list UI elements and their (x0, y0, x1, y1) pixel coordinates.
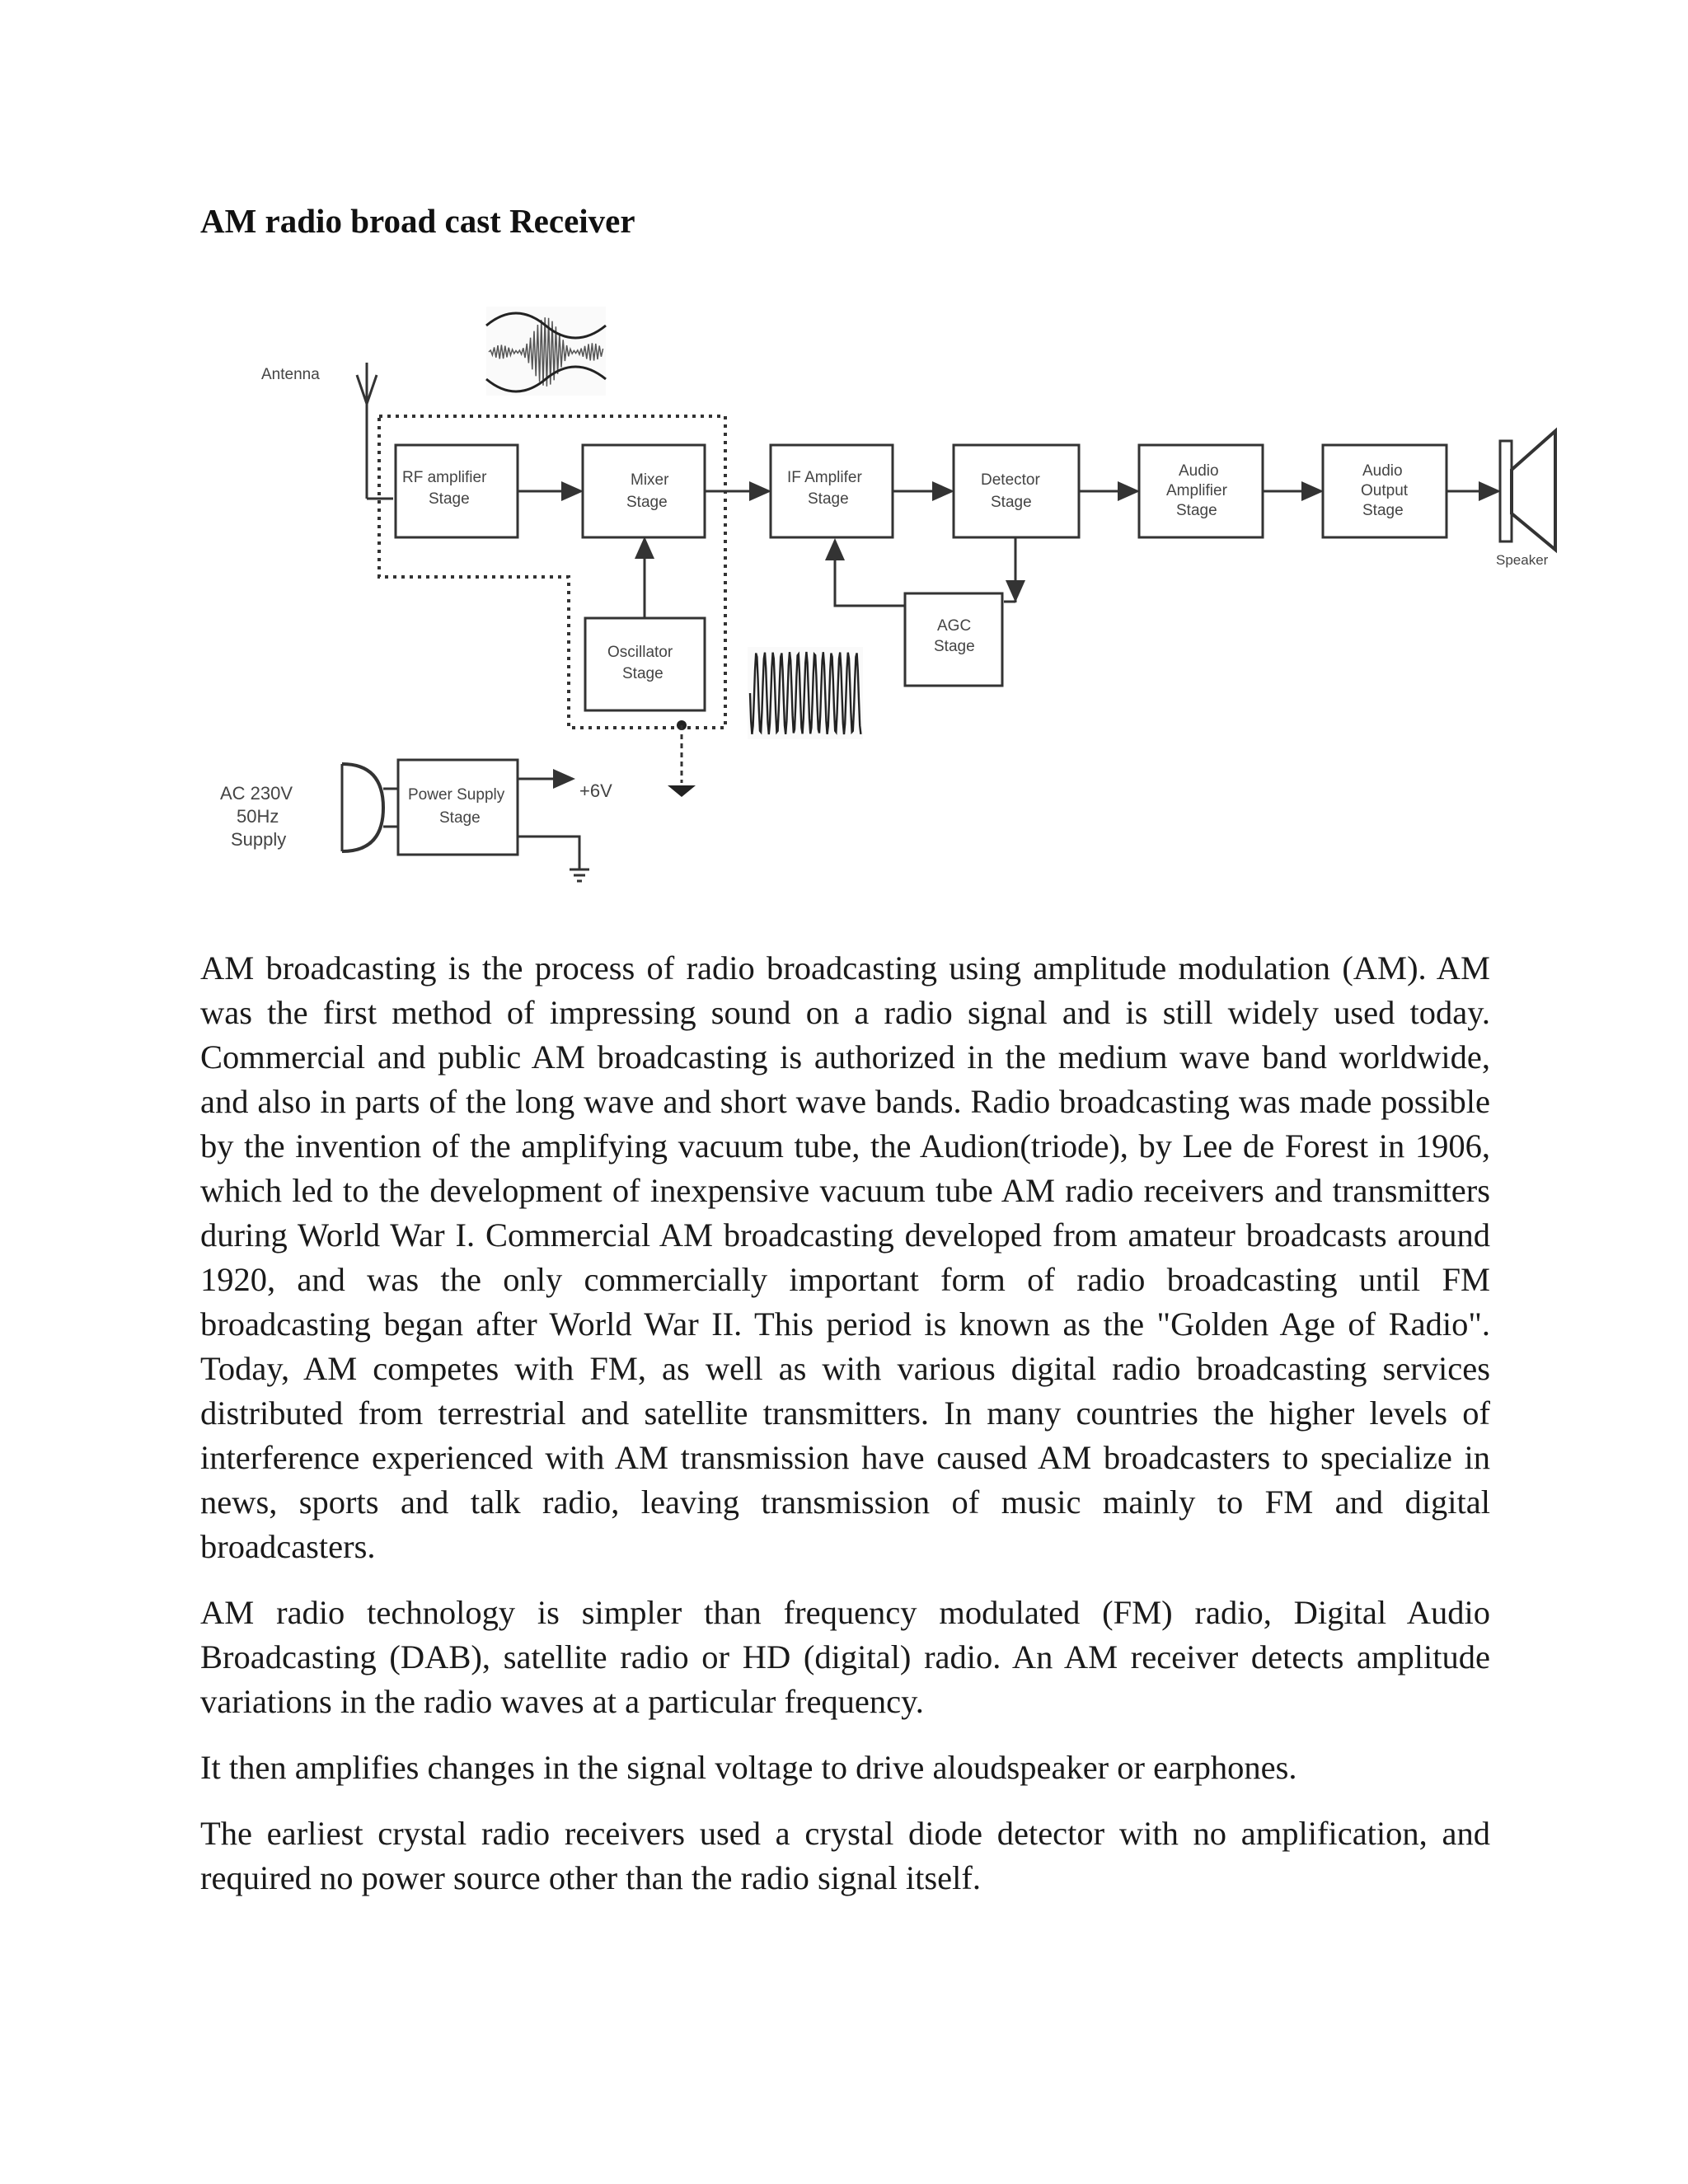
ground-icon (570, 869, 589, 881)
audio-output-block (1323, 445, 1447, 537)
mixer-label-1: Mixer (631, 471, 669, 489)
audio-amplifier-label-1: Audio (1179, 462, 1219, 480)
audio-output-label-2: Output (1361, 482, 1409, 499)
agc-label-1: AGC (937, 617, 972, 635)
speaker-icon (1500, 431, 1555, 550)
oscillator-block (585, 618, 705, 710)
power-supply-block (398, 760, 518, 855)
document-title: AM radio broad cast Receiver (200, 202, 635, 240)
detector-block (954, 445, 1079, 537)
audio-amplifier-label-2: Amplifier (1166, 482, 1227, 499)
receiver-block-diagram (210, 293, 1562, 898)
ac-plug-icon (342, 764, 398, 851)
if-amplifier-label-2: Stage (808, 490, 849, 508)
rf-amplifier-label-2: Stage (429, 490, 470, 508)
audio-amplifier-block (1139, 445, 1263, 537)
oscillator-waveform-icon (748, 647, 863, 739)
ac-supply-label-2: 50Hz (237, 806, 279, 827)
paragraph-2: AM radio technology is simpler than frequency modulated (FM) radio, Digital Audio Broadcasting (DAB), satellite radio or HD (digital) radio. An AM receiver detects amplitude variations in the radio waves at a particular frequency. (200, 1594, 1490, 1720)
if-amplifier-label-1: IF Amplifer (787, 469, 862, 486)
antenna-label: Antenna (261, 366, 320, 383)
paragraph-4: The earliest crystal radio receivers used a crystal diode detector with no amplification, and required no power source other than the radio signal itself. (200, 1815, 1490, 1896)
oscillator-label-2: Stage (622, 665, 663, 682)
mixer-label-2: Stage (626, 494, 668, 511)
rf-amplifier-block (396, 445, 518, 537)
detector-label-2: Stage (991, 494, 1032, 511)
power-supply-label-1: Power Supply (408, 786, 505, 804)
audio-amplifier-label-3: Stage (1176, 502, 1217, 519)
detector-label-1: Detector (981, 471, 1040, 489)
if-amplifier-block (771, 445, 893, 537)
ac-supply-label-3: Supply (231, 829, 287, 850)
antenna-icon (357, 363, 393, 499)
am-waveform-icon (486, 307, 606, 396)
rf-amplifier-label-1: RF amplifier (402, 469, 487, 486)
ac-supply-label-1: AC 230V (220, 783, 293, 804)
power-supply-label-2: Stage (439, 809, 481, 827)
body-text (200, 946, 1490, 1922)
mixer-block (583, 445, 705, 537)
audio-output-label-1: Audio (1362, 462, 1403, 480)
agc-block (905, 593, 1002, 686)
oscillator-label-1: Oscillator (607, 644, 673, 661)
paragraph-1: AM broadcasting is the process of radio broadcasting using amplitude modulation (AM). AM was the first method of impressing sound on a radio signal and is still widely used today. Commercial and public AM broadcasting is authorized in the medium wave band worldwide, and also in parts of the long wave and short wave bands. Radio broadcasting was made possible by the invention of the amplifying vacuum tube, the Audion(triode), by Lee de Forest in 1906, which led to the development of inexpensive vacuum tube AM radio receivers and transmitters during World War I. Commercial AM broadcasting developed from amateur broadcasts around 1920, and was the only commercially important form of radio broadcasting until FM broadcasting began after World War II. This period is known as the "Golden Age of Radio". Today, AM competes with FM, as well as with various digital radio broadcasting services distributed from terrestrial and satellite transmitters. In many countries the higher levels of interference experienced with AM transmission have caused AM broadcasters to specialize in news, sports and talk radio, leaving transmission of music mainly to FM and digital broadcasters. (200, 949, 1490, 1565)
audio-output-label-3: Stage (1362, 502, 1404, 519)
ground-icon (668, 720, 696, 797)
speaker-label: Speaker (1496, 552, 1549, 568)
agc-label-2: Stage (934, 638, 975, 655)
paragraph-3: It then amplifies changes in the signal voltage to drive aloudspeaker or earphones. (200, 1749, 1297, 1786)
voltage-label: +6V (579, 780, 612, 801)
